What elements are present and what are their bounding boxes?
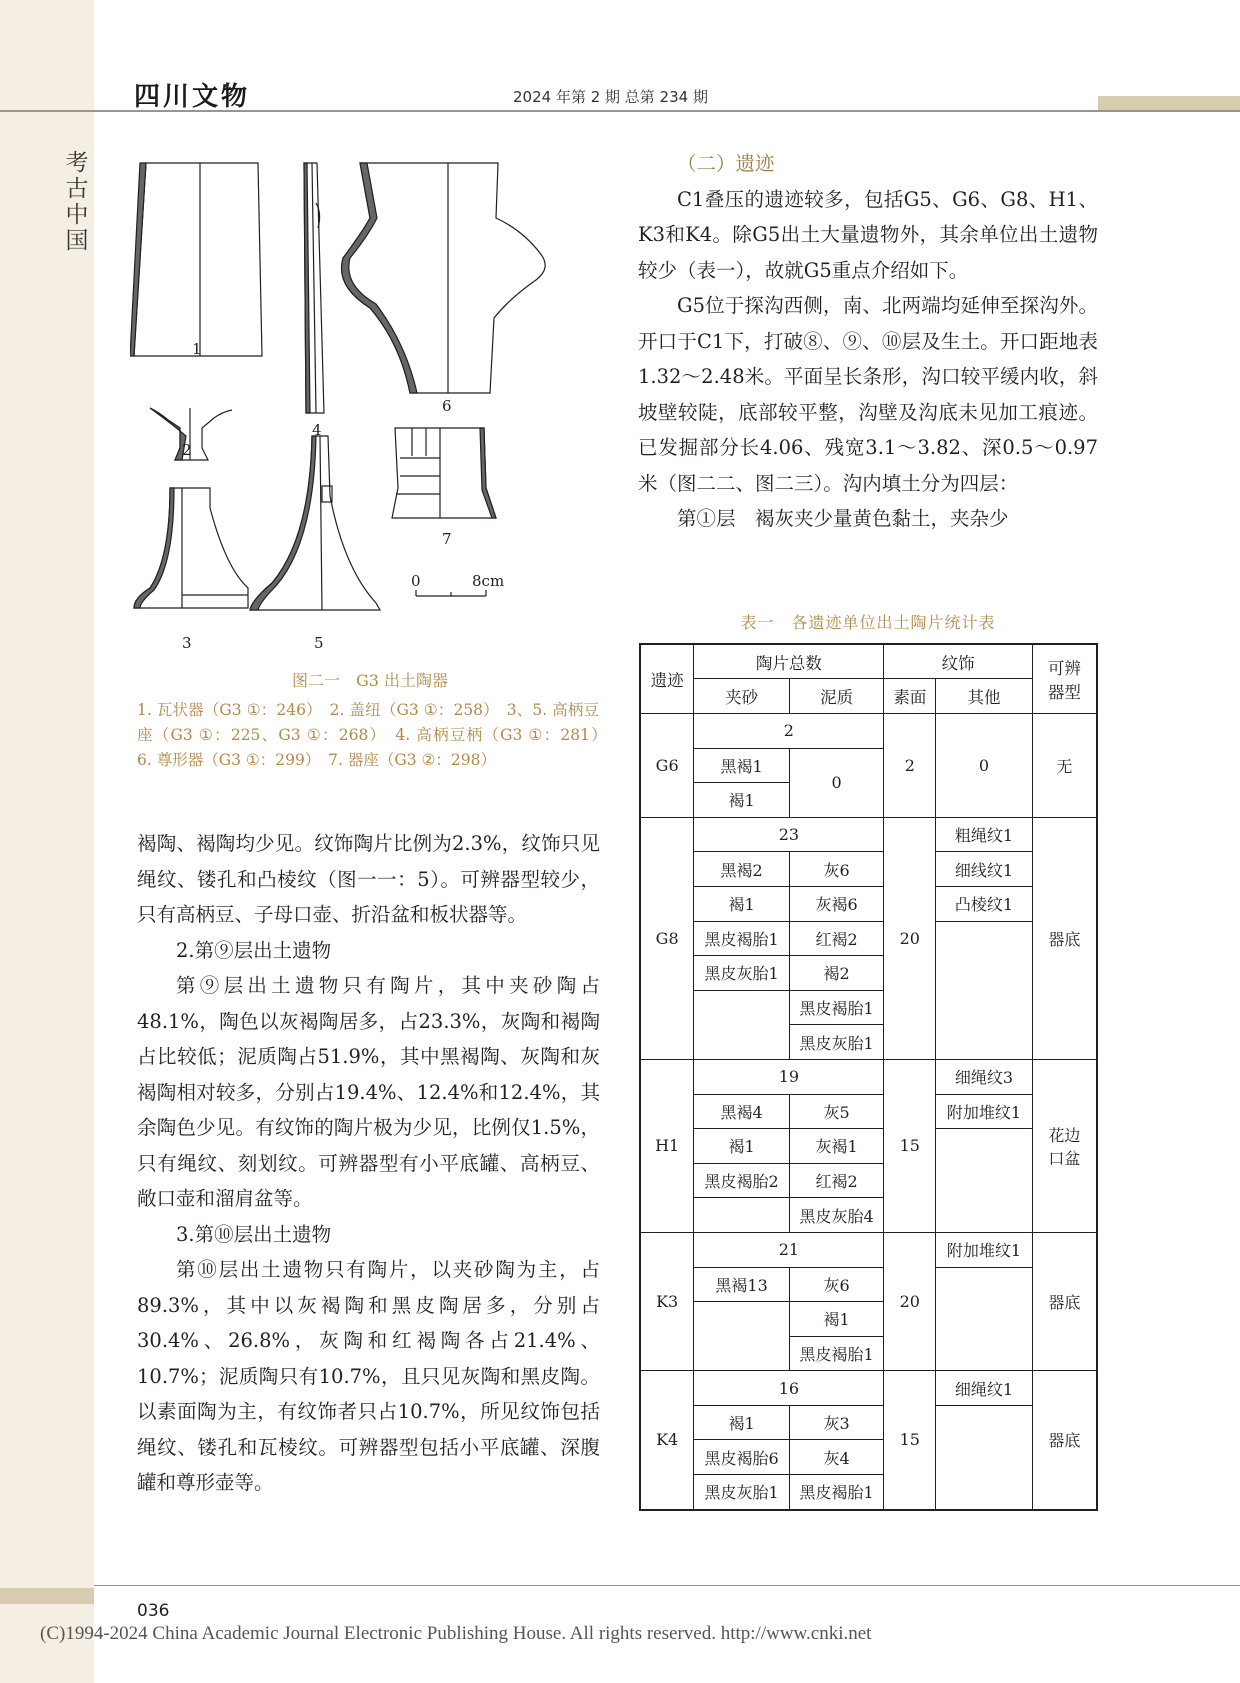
footer-rule <box>94 1585 1240 1586</box>
other-cell: 细绳纹1 <box>936 1371 1033 1406</box>
drawing-4-stem <box>304 163 324 413</box>
other-cell: 细线纹1 <box>936 852 1033 887</box>
journal-logo: 四川文物 <box>134 82 251 112</box>
table-row <box>640 886 1097 921</box>
left-paragraph-2: 第⑨层出土遗物只有陶片，其中夹砂陶占48.1%，陶色以灰褐陶居多，占23.3%，灰陶和褐陶占比较低；泥质陶占51.9%，其中黑褐陶、灰陶和灰褐陶相对较多，分别占19.4%、12.4%和12.4%，其余陶色少见。有纹饰的陶片极为少见，比例仅1.5%，只有绳纹、刻划纹。可辨器型有小平底罐、高柄豆、敞口壶和溜肩盆等。 <box>137 974 600 1210</box>
drawing-1-tile-vessel <box>130 163 262 356</box>
other-cell: 附加堆纹1 <box>936 1232 1033 1267</box>
clay-cell: 灰6 <box>789 852 884 887</box>
sand-cell: 黑褐1 <box>694 748 790 783</box>
figure-number-5: 5 <box>314 634 324 652</box>
right-paragraph-2: G5位于探沟西侧，南、北两端均延伸至探沟外。开口于C1下，打破⑧、⑨、⑩层及生土。开口距地表1.32～2.48米。平面呈长条形，沟口较平缓内收，斜坡壁较陡，底部较平整，沟壁及沟底未见加工痕迹。已发掘部分长4.06、残宽3.1～3.82、深0.5～0.97米（图二二、图二三）。沟内填土分为四层： <box>638 294 1098 495</box>
sand-cell-empty <box>694 990 790 1059</box>
sand-cell: 黑皮褐胎2 <box>694 1163 790 1198</box>
clay-cell: 红褐2 <box>789 1163 884 1198</box>
copyright-notice: (C)1994-2024 China Academic Journal Electronic Publishing House. All rights reserved. http://www.cnki.net <box>40 1623 872 1644</box>
sand-cell: 褐1 <box>694 783 790 818</box>
left-paragraph-1: 褐陶、褐陶均少见。纹饰陶片比例为2.3%，纹饰只见绳纹、镂孔和凸棱纹（图一一：5）。可辨器型较少，只有高柄豆、子母口壶、折沿盆和板状器等。 <box>137 832 600 926</box>
type-cell: 花边 口盆 <box>1032 1059 1097 1232</box>
figure-number-4: 4 <box>312 421 322 439</box>
left-column <box>137 826 600 1501</box>
sand-cell: 褐1 <box>694 1129 790 1164</box>
clay-cell: 黑皮褐胎1 <box>789 1475 884 1510</box>
clay-cell: 红褐2 <box>789 921 884 956</box>
table-row <box>640 1232 1097 1267</box>
scale-bar <box>416 590 486 596</box>
header-site: 遗迹 <box>640 644 694 714</box>
sand-cell: 黑皮灰胎1 <box>694 1475 790 1510</box>
other-cell-empty <box>936 1405 1033 1509</box>
right-paragraph-3: 第①层 褐灰夹少量黄色黏土，夹杂少 <box>677 507 1009 530</box>
section-side-label: 考古中国 <box>65 150 89 254</box>
drawing-7-vessel-stand <box>392 428 496 518</box>
header-clay: 泥质 <box>789 679 884 714</box>
clay-cell: 灰6 <box>789 1267 884 1302</box>
figure-number-1: 1 <box>192 340 202 358</box>
table-row <box>640 1405 1097 1440</box>
figure-caption: 1. 瓦状器（G3 ①：246） 2. 盖纽（G3 ①：258） 3、5. 高柄豆座（G3 ①：225、G3 ①：268） 4. 高柄豆柄（G3 ①：281） 6. 尊形器（G3 ①：299） 7. 器座（G3 ②：298） <box>137 701 615 769</box>
drawing-3-pedestal <box>134 488 248 608</box>
table-row <box>640 852 1097 887</box>
drawing-5-pedestal <box>250 436 380 610</box>
site-cell: K3 <box>640 1232 694 1370</box>
plain-cell: 20 <box>884 1232 936 1370</box>
type-cell: 器底 <box>1032 1371 1097 1510</box>
clay-cell: 0 <box>789 748 884 817</box>
issue-info: 2024 年第 2 期 总第 234 期 <box>513 88 708 106</box>
table-title: 表一 各遗迹单位出土陶片统计表 <box>740 613 996 632</box>
left-paragraph-3: 第⑩层出土遗物只有陶片，以夹砂陶为主，占89.3%，其中以灰褐陶和黑皮陶居多，分别占30.4%、26.8%，灰陶和红褐陶各占21.4%、10.7%；泥质陶只有10.7%，且只见灰陶和黑皮陶。以素面陶为主，有纹饰者只占10.7%，所见纹饰包括绳纹、镂孔和瓦棱纹。可辨器型包括小平底罐、深腹罐和尊形壶等。 <box>137 1258 600 1494</box>
sand-cell: 褐1 <box>694 1405 790 1440</box>
total-cell: 23 <box>694 817 884 852</box>
right-column <box>638 146 1098 537</box>
plain-cell: 2 <box>884 714 936 818</box>
type-cell: 无 <box>1032 714 1097 818</box>
drawing-6-zun-vessel <box>342 163 546 393</box>
other-cell-empty <box>936 1129 1033 1233</box>
table-row <box>640 921 1097 956</box>
plain-cell: 15 <box>884 1059 936 1232</box>
total-cell: 19 <box>694 1059 884 1094</box>
subheading-layer-10: 3.第⑩层出土遗物 <box>176 1222 332 1246</box>
header-accent-band <box>1098 96 1240 110</box>
figure-number-6: 6 <box>442 397 452 415</box>
clay-cell: 灰褐6 <box>789 886 884 921</box>
clay-cell: 黑皮褐胎1 <box>789 1336 884 1371</box>
other-cell: 附加堆纹1 <box>936 1094 1033 1129</box>
other-cell-empty <box>936 921 1033 1059</box>
figure-number-2: 2 <box>182 441 192 459</box>
other-cell: 凸棱纹1 <box>936 886 1033 921</box>
total-cell: 16 <box>694 1371 884 1406</box>
other-cell: 细绳纹3 <box>936 1059 1033 1094</box>
total-cell: 21 <box>694 1232 884 1267</box>
clay-cell: 灰4 <box>789 1440 884 1475</box>
sand-cell-empty <box>694 1302 790 1371</box>
total-cell: 2 <box>694 714 884 749</box>
table-row <box>640 714 1097 749</box>
header-sand: 夹砂 <box>694 679 790 714</box>
sand-cell: 黑皮褐胎6 <box>694 1440 790 1475</box>
sand-cell: 黑褐4 <box>694 1094 790 1129</box>
sand-cell: 黑褐2 <box>694 852 790 887</box>
table-row <box>640 1267 1097 1302</box>
sand-cell: 黑褐13 <box>694 1267 790 1302</box>
site-cell: G6 <box>640 714 694 818</box>
site-cell: G8 <box>640 817 694 1059</box>
scale-start-label: 0 <box>411 572 421 590</box>
header-total: 陶片总数 <box>694 644 884 679</box>
table-row <box>640 1371 1097 1406</box>
sand-cell-empty <box>694 1198 790 1233</box>
table-row <box>640 817 1097 852</box>
header-other: 其他 <box>936 679 1033 714</box>
pottery-figure <box>130 158 610 653</box>
plain-cell: 20 <box>884 817 936 1059</box>
header-decoration: 纹饰 <box>884 644 1032 679</box>
site-cell: K4 <box>640 1371 694 1510</box>
section-title-remains: （二）遗迹 <box>677 152 775 175</box>
right-paragraph-1: C1叠压的遗迹较多，包括G5、G6、G8、H1、K3和K4。除G5出土大量遗物外，其余单位出土遗物较少（表一），故就G5重点介绍如下。 <box>638 187 1098 282</box>
footer-accent-band <box>0 1588 94 1604</box>
sand-cell: 褐1 <box>694 886 790 921</box>
table-row <box>640 1129 1097 1164</box>
clay-cell: 黑皮灰胎4 <box>789 1198 884 1233</box>
subheading-layer-9: 2.第⑨层出土遗物 <box>176 938 332 962</box>
other-cell: 粗绳纹1 <box>936 817 1033 852</box>
clay-cell: 灰3 <box>789 1405 884 1440</box>
type-cell: 器底 <box>1032 817 1097 1059</box>
scale-end-label: 8cm <box>472 572 505 590</box>
clay-cell: 灰5 <box>789 1094 884 1129</box>
header-type: 可辨 器型 <box>1032 644 1097 714</box>
pottery-stat-table <box>639 643 1098 1511</box>
clay-cell: 灰褐1 <box>789 1129 884 1164</box>
clay-cell: 黑皮褐胎1 <box>789 990 884 1025</box>
other-cell-empty <box>936 1267 1033 1371</box>
clay-cell: 黑皮灰胎1 <box>789 1025 884 1060</box>
page-number: 036 <box>137 1601 170 1621</box>
type-cell: 器底 <box>1032 1232 1097 1370</box>
clay-cell: 褐2 <box>789 956 884 991</box>
plain-cell: 15 <box>884 1371 936 1510</box>
clay-cell: 褐1 <box>789 1302 884 1337</box>
sand-cell: 黑皮褐胎1 <box>694 921 790 956</box>
figure-number-7: 7 <box>442 530 452 548</box>
header-plain: 素面 <box>884 679 936 714</box>
other-cell: 0 <box>936 714 1033 818</box>
table-row <box>640 1094 1097 1129</box>
site-cell: H1 <box>640 1059 694 1232</box>
sand-cell: 黑皮灰胎1 <box>694 956 790 991</box>
table-row <box>640 1059 1097 1094</box>
figure-number-3: 3 <box>182 634 192 652</box>
figure-title: 图二一 G3 出土陶器 <box>291 671 449 690</box>
